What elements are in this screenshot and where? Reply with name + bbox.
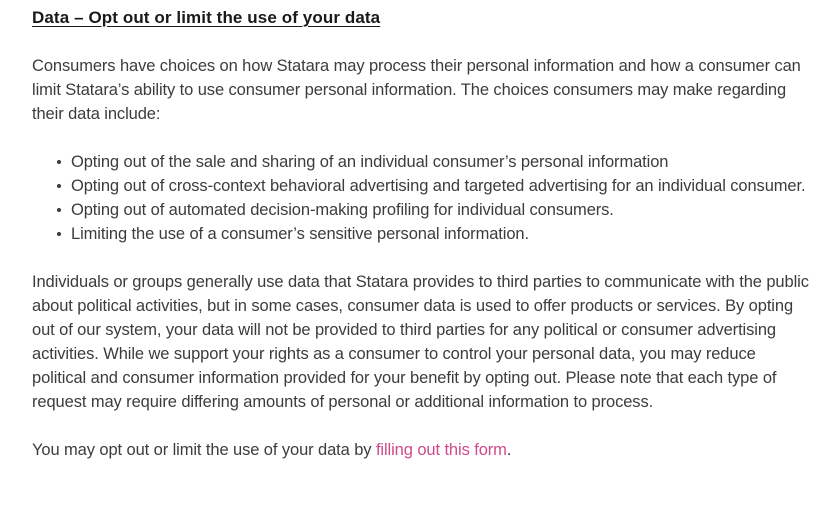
- privacy-section: [32, 8, 813, 462]
- intro-paragraph: Consumers have choices on how Statara may process their personal information and how a consumer can limit Statara’s ability to use consumer personal information. The choices consumers may make regarding their data include:: [32, 57, 801, 123]
- list-item: Limiting the use of a consumer’s sensitive personal information.: [71, 222, 813, 246]
- list-item: Opting out of automated decision-making profiling for individual consumers.: [71, 198, 813, 222]
- opt-out-form-link[interactable]: filling out this form: [375, 441, 507, 459]
- data-choices-list: [32, 150, 813, 246]
- closing-prefix-text: You may opt out or limit the use of your data by: [32, 441, 376, 459]
- closing-paragraph: [32, 438, 813, 462]
- body-paragraph: Individuals or groups generally use data that Statara provides to third parties to communicate with the public about political activities, but in some cases, consumer data is used to offer products or services. By opting out of our system, your data will not be provided to third parties for any political or consumer advertising activities. While we support your rights as a consumer to control your personal data, you may reduce political and consumer information provided for your benefit by opting out. Please note that each type of request may require differing amounts of personal or additional information to process.: [32, 273, 809, 411]
- closing-suffix-text: .: [506, 441, 512, 459]
- list-item: Opting out of cross-context behavioral advertising and targeted advertising for an individual consumer.: [71, 174, 813, 198]
- list-item: Opting out of the sale and sharing of an individual consumer’s personal information: [71, 150, 813, 174]
- section-heading: Data – Opt out or limit the use of your data: [32, 8, 381, 27]
